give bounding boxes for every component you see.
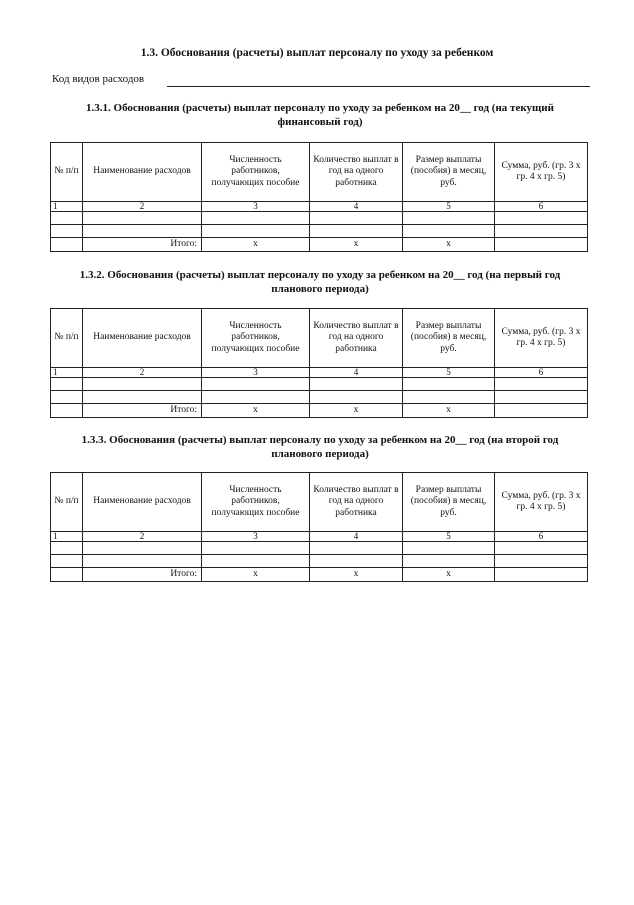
col-header-employees: Численность работников, получающих пособие — [202, 309, 310, 368]
col-header-sum: Сумма, руб. (гр. 3 х гр. 4 х гр. 5) — [495, 309, 588, 368]
cell[interactable] — [202, 225, 310, 238]
total-row — [51, 568, 588, 582]
cell[interactable] — [83, 391, 202, 404]
cell[interactable] — [310, 225, 403, 238]
page-title: 1.3. Обоснования (расчеты) выплат персоналу по уходу за ребенком — [140, 47, 494, 59]
col-header-name: Наименование расходов — [83, 473, 202, 532]
cell[interactable] — [202, 555, 310, 568]
total-sum-cell[interactable] — [495, 568, 588, 582]
section-3-title-line2: планового периода) — [271, 448, 369, 460]
cell[interactable] — [202, 542, 310, 555]
col-number: 6 — [495, 368, 588, 378]
total-label: Итого: — [83, 404, 202, 418]
cell[interactable] — [495, 391, 588, 404]
total-row — [51, 238, 588, 252]
cell[interactable] — [83, 212, 202, 225]
col-number: 3 — [202, 202, 310, 212]
cell[interactable] — [202, 391, 310, 404]
total-x-mark: x — [310, 404, 403, 418]
col-number: 4 — [310, 202, 403, 212]
col-header-num: № п/п — [51, 473, 83, 532]
col-header-name: Наименование расходов — [83, 309, 202, 368]
cell[interactable] — [310, 555, 403, 568]
cell[interactable] — [310, 542, 403, 555]
section-1-table — [50, 142, 588, 252]
total-label: Итого: — [83, 568, 202, 582]
total-x-mark: x — [403, 238, 495, 252]
total-x-mark: x — [403, 404, 495, 418]
cell[interactable] — [83, 555, 202, 568]
col-header-payments-count: Количество выплат в год на одного работника — [310, 309, 403, 368]
section-1-title-line2: финансовый год) — [277, 116, 363, 128]
cell[interactable] — [495, 378, 588, 391]
table-row — [51, 225, 588, 238]
section-1-title — [52, 101, 588, 129]
col-header-num: № п/п — [51, 143, 83, 202]
col-number: 2 — [83, 202, 202, 212]
table-row — [51, 555, 588, 568]
total-x-mark: x — [202, 404, 310, 418]
total-sum-cell[interactable] — [495, 238, 588, 252]
col-number: 1 — [51, 368, 83, 378]
col-header-payments-count: Количество выплат в год на одного работника — [310, 473, 403, 532]
col-number: 5 — [403, 532, 495, 542]
col-number: 6 — [495, 532, 588, 542]
cell[interactable] — [51, 212, 83, 225]
section-2-table — [50, 308, 588, 418]
total-x-mark: x — [202, 238, 310, 252]
col-number: 3 — [202, 368, 310, 378]
expense-code-row — [52, 71, 590, 89]
cell[interactable] — [310, 378, 403, 391]
cell[interactable] — [51, 391, 83, 404]
section-3-title-line1: 1.3.3. Обоснования (расчеты) выплат персоналу по уходу за ребенком на 20__ год (на второй год — [81, 434, 559, 446]
col-number: 5 — [403, 202, 495, 212]
expense-code-field[interactable] — [167, 86, 590, 87]
total-x-mark: x — [202, 568, 310, 582]
cell[interactable] — [403, 212, 495, 225]
col-number: 4 — [310, 532, 403, 542]
section-2-title-line2: планового периода) — [271, 283, 369, 295]
section-3-table — [50, 472, 588, 582]
total-sum-cell[interactable] — [495, 404, 588, 418]
cell[interactable] — [495, 555, 588, 568]
col-number: 2 — [83, 368, 202, 378]
table-row — [51, 542, 588, 555]
col-header-payments-count: Количество выплат в год на одного работника — [310, 143, 403, 202]
expense-code-label: Код видов расходов — [52, 73, 145, 85]
table-row — [51, 212, 588, 225]
cell[interactable] — [51, 225, 83, 238]
cell[interactable] — [51, 378, 83, 391]
total-row — [51, 404, 588, 418]
col-header-sum: Сумма, руб. (гр. 3 х гр. 4 х гр. 5) — [495, 143, 588, 202]
col-header-payment-size: Размер выплаты (пособия) в месяц, руб. — [403, 473, 495, 532]
cell — [51, 404, 83, 418]
col-number: 4 — [310, 368, 403, 378]
table-row — [51, 391, 588, 404]
cell[interactable] — [310, 391, 403, 404]
col-number: 5 — [403, 368, 495, 378]
cell — [51, 238, 83, 252]
cell[interactable] — [495, 225, 588, 238]
cell[interactable] — [403, 378, 495, 391]
section-2-title — [52, 268, 588, 296]
section-1-title-line1: 1.3.1. Обоснования (расчеты) выплат персоналу по уходу за ребенком на 20__ год (на текущий — [86, 102, 554, 114]
cell[interactable] — [403, 225, 495, 238]
total-label: Итого: — [83, 238, 202, 252]
col-number: 6 — [495, 202, 588, 212]
section-2-title-line1: 1.3.2. Обоснования (расчеты) выплат персоналу по уходу за ребенком на 20__ год (на первый год — [79, 269, 561, 281]
col-header-payment-size: Размер выплаты (пособия) в месяц, руб. — [403, 309, 495, 368]
cell[interactable] — [202, 212, 310, 225]
cell[interactable] — [83, 225, 202, 238]
cell[interactable] — [83, 378, 202, 391]
col-header-payment-size: Размер выплаты (пособия) в месяц, руб. — [403, 143, 495, 202]
col-number: 2 — [83, 532, 202, 542]
cell[interactable] — [51, 542, 83, 555]
cell[interactable] — [495, 542, 588, 555]
cell — [51, 568, 83, 582]
total-x-mark: x — [403, 568, 495, 582]
col-number: 1 — [51, 532, 83, 542]
total-x-mark: x — [310, 238, 403, 252]
cell[interactable] — [51, 555, 83, 568]
cell[interactable] — [403, 542, 495, 555]
total-x-mark: x — [310, 568, 403, 582]
cell[interactable] — [310, 212, 403, 225]
col-header-num: № п/п — [51, 309, 83, 368]
col-number: 3 — [202, 532, 310, 542]
cell[interactable] — [83, 542, 202, 555]
col-number: 1 — [51, 202, 83, 212]
col-header-name: Наименование расходов — [83, 143, 202, 202]
cell[interactable] — [495, 212, 588, 225]
cell[interactable] — [202, 378, 310, 391]
section-3-title — [52, 433, 588, 461]
col-header-employees: Численность работников, получающих пособие — [202, 473, 310, 532]
col-header-employees: Численность работников, получающих пособие — [202, 143, 310, 202]
cell[interactable] — [403, 391, 495, 404]
table-row — [51, 378, 588, 391]
cell[interactable] — [403, 555, 495, 568]
col-header-sum: Сумма, руб. (гр. 3 х гр. 4 х гр. 5) — [495, 473, 588, 532]
